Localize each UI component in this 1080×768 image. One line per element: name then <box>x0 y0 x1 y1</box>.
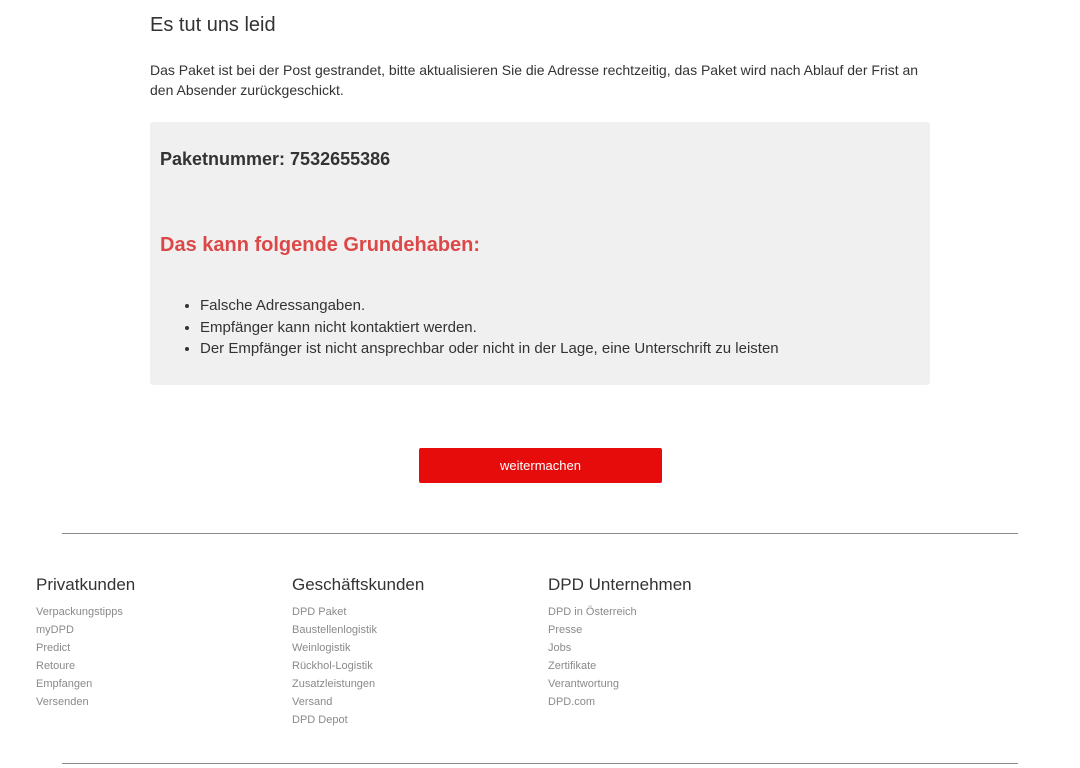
page-title: Es tut uns leid <box>150 14 276 36</box>
footer-link[interactable]: Predict <box>36 642 71 654</box>
footer-link[interactable]: Weinlogistik <box>292 642 351 654</box>
reason-item: • Empfänger kann nicht kontaktiert werden. <box>200 317 779 339</box>
footer-link[interactable]: DPD Depot <box>292 714 348 726</box>
footer-link[interactable]: Baustellenlogistik <box>292 624 377 636</box>
reason-item: • Der Empfänger ist nicht ansprechbar oder nicht in der Lage, eine Unterschrift zu leisten <box>200 338 779 360</box>
reasons-list <box>160 295 779 360</box>
footer-link[interactable]: Empfangen <box>36 678 93 690</box>
footer-divider-bottom <box>62 763 1018 764</box>
footer-link[interactable]: Verantwortung <box>548 678 619 690</box>
footer-heading-private: Privatkunden <box>36 575 136 594</box>
reason-item: • Falsche Adressangaben. <box>200 295 779 317</box>
footer-link[interactable]: Zertifikate <box>548 660 597 672</box>
footer-link[interactable]: DPD.com <box>548 696 596 708</box>
footer-link[interactable]: Retoure <box>36 660 76 672</box>
footer-link[interactable]: myDPD <box>36 624 74 636</box>
footer-link[interactable]: Versenden <box>36 696 89 708</box>
footer-link[interactable]: Presse <box>548 624 583 636</box>
footer-link[interactable]: Zusatzleistungen <box>292 678 376 690</box>
footer-link[interactable]: Verpackungstipps <box>36 606 123 618</box>
parcel-number-value: 7532655386 <box>290 149 391 169</box>
footer-divider-top <box>62 533 1018 534</box>
continue-button[interactable]: weitermachen <box>419 448 662 483</box>
footer-link[interactable]: Jobs <box>548 642 572 654</box>
footer-heading-company: DPD Unternehmen <box>548 575 692 594</box>
intro-text: Das Paket ist bei der Post gestrandet, bitte aktualisieren Sie die Adresse rechtzeitig, das Paket wird nach Ablauf der Frist an den Absender zurückgeschickt. <box>150 62 919 98</box>
footer-link[interactable]: DPD in Österreich <box>548 606 637 618</box>
footer-link[interactable]: Versand <box>292 696 333 708</box>
reasons-heading: Das kann folgende Grundehaben: <box>160 234 481 256</box>
footer-column-company <box>548 573 788 711</box>
footer-link[interactable]: DPD Paket <box>292 606 347 618</box>
parcel-number-label: Paketnummer: <box>160 149 286 169</box>
parcel-info-box <box>150 122 930 385</box>
parcel-number-heading <box>160 147 390 171</box>
footer-column-business <box>292 573 532 729</box>
footer-heading-business: Geschäftskunden <box>292 575 425 594</box>
footer-column-private <box>36 573 276 711</box>
footer-link[interactable]: Rückhol-Logistik <box>292 660 373 672</box>
